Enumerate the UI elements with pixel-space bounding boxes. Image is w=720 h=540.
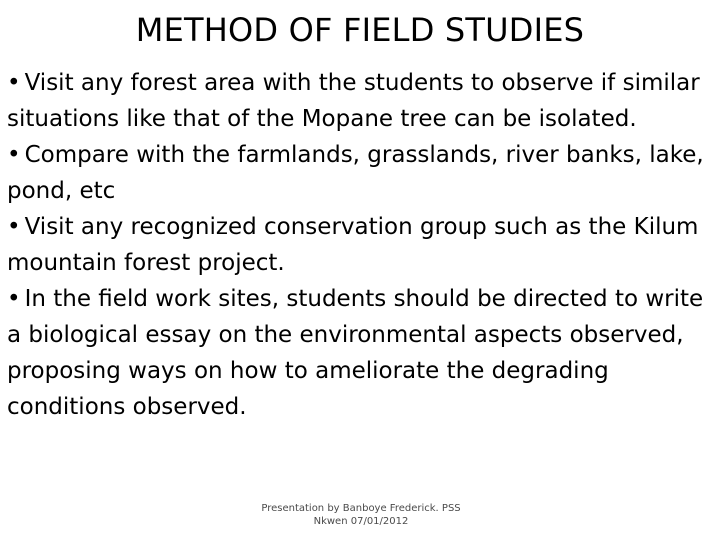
- slide-footer: [258, 502, 464, 528]
- footer-line-author: Presentation by Banboye Frederick. PSS: [261, 503, 461, 514]
- bullet-marker: •: [7, 70, 21, 96]
- bullet-marker: •: [7, 214, 21, 240]
- bullet-text: Compare with the farmlands, grasslands, river banks, lake, pond, etc: [7, 142, 704, 204]
- bullet-item: [7, 137, 713, 209]
- bullet-text: In the field work sites, students should be directed to write a biological essay on the environmental aspects observed, proposing ways on how to ameliorate the degrading conditions observed.: [7, 286, 704, 420]
- bullet-item: [7, 65, 713, 137]
- slide-title: METHOD OF FIELD STUDIES: [135, 11, 585, 49]
- bullet-text: Visit any recognized conservation group such as the Kilum mountain forest project.: [7, 214, 699, 276]
- bullet-text: Visit any forest area with the students to observe if similar situations like that of the Mopane tree can be isolated.: [7, 70, 700, 132]
- bullet-item: [7, 281, 713, 425]
- slide-body: [7, 65, 713, 425]
- bullet-marker: •: [7, 142, 21, 168]
- footer-line-date: Nkwen 07/01/2012: [313, 516, 409, 527]
- bullet-marker: •: [7, 286, 21, 312]
- bullet-item: [7, 209, 713, 281]
